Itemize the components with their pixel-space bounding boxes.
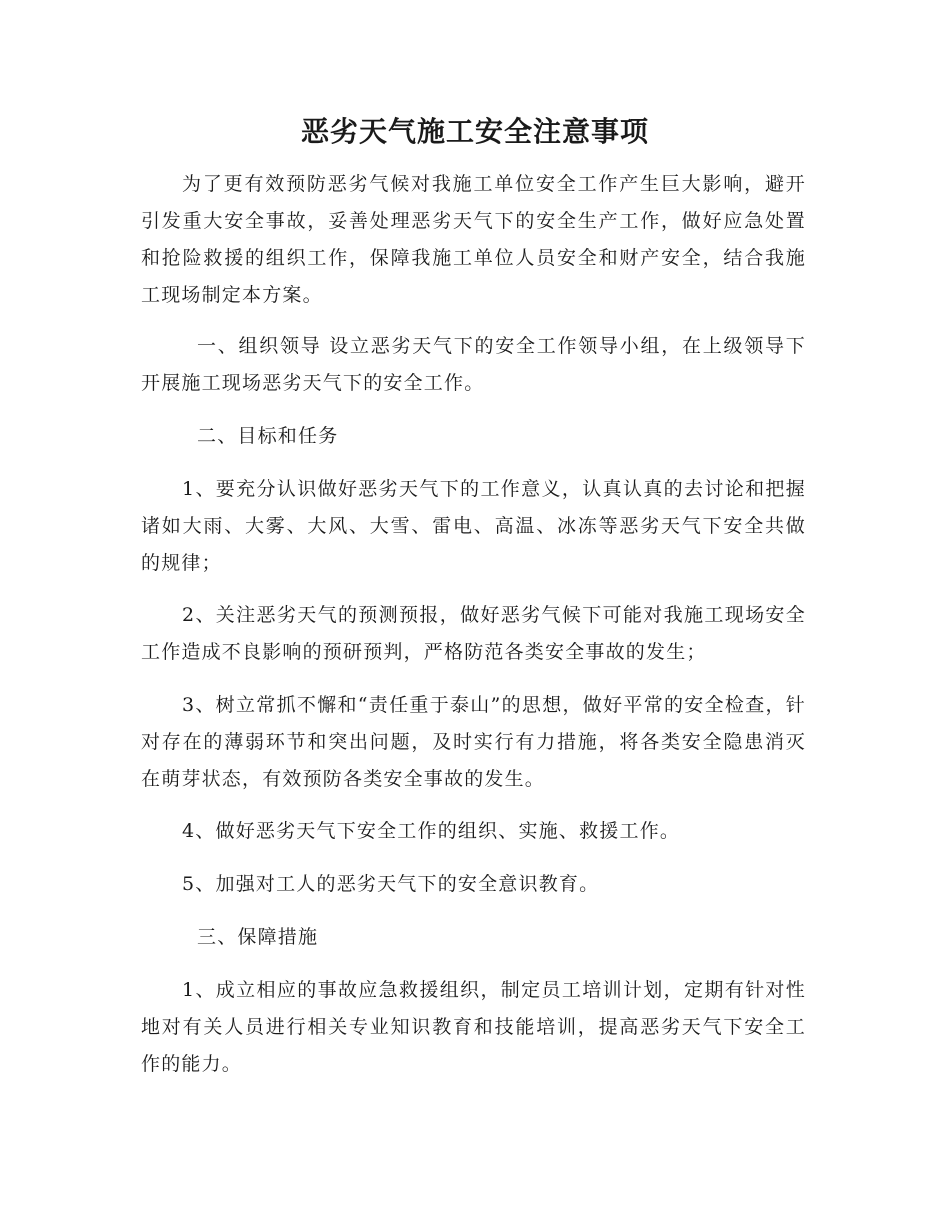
paragraph-intro: 为了更有效预防恶劣气候对我施工单位安全工作产生巨大影响，避开引发重大安全事故，妥善处理恶劣天气下的安全生产工作，做好应急处置和抢险救援的组织工作，保障我施工单位人员安全和财产安全，结合我施工现场制定本方案。 (141, 173, 806, 306)
paragraph-item-1: 1、要充分认识做好恶劣天气下的工作意义，认真认真的去讨论和把握诸如大雨、大雾、大风、大雪、雷电、高温、冰冻等恶劣天气下安全共做的规律； (141, 478, 806, 574)
heading-section-three: 三、保障措施 (197, 926, 319, 948)
paragraph-section-one: 一、组织领导 设立恶劣天气下的安全工作领导小组，在上级领导下开展施工现场恶劣天气下的安全工作。 (141, 335, 806, 394)
paragraph-item-5: 5、加强对工人的恶劣天气下的安全意识教育。 (182, 873, 600, 895)
heading-section-two: 二、目标和任务 (197, 425, 339, 447)
paragraph-measure-1: 1、成立相应的事故应急救援组织，制定员工培训计划，定期有针对性地对有关人员进行相关专业知识教育和技能培训，提高恶劣天气下安全工作的能力。 (141, 979, 806, 1075)
document-title: 恶劣天气施工安全注意事项 (300, 115, 649, 148)
paragraph-item-4: 4、做好恶劣天气下安全工作的组织、实施、救援工作。 (182, 820, 681, 842)
paragraph-item-2: 2、关注恶劣天气的预测预报，做好恶劣气候下可能对我施工现场安全工作造成不良影响的预研预判，严格防范各类安全事故的发生； (141, 604, 806, 663)
paragraph-item-3: 3、树立常抓不懈和“责任重于泰山”的思想，做好平常的安全检查，针对存在的薄弱环节和突出问题，及时实行有力措施，将各类安全隐患消灭在萌芽状态，有效预防各类安全事故的发生。 (141, 694, 806, 790)
